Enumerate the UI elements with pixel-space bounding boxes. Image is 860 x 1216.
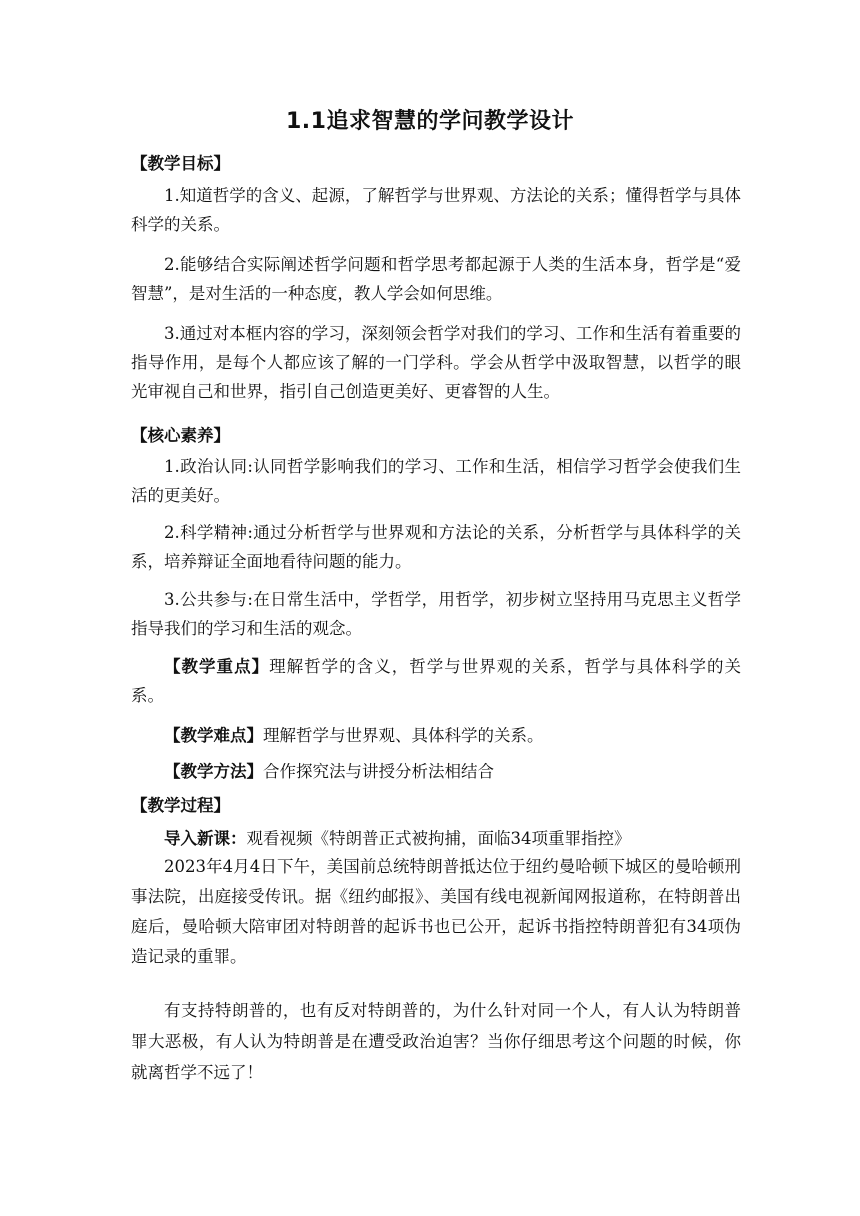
objective-item-3: 3.通过对本框内容的学习，深刻领会哲学对我们的学习、工作和生活有着重要的指导作用，是每个人都应该了解的一门学科。学会从哲学中汲取智慧，以哲学的眼光审视自己和世界，指引自己创造更美好、更睿智的人生。 [131, 324, 741, 401]
difficulty-text: 理解哲学与世界观、具体科学的关系。 [263, 726, 544, 745]
method-heading: 【教学方法】 [164, 762, 263, 781]
intro-section [131, 825, 741, 849]
literacy-item-3: 3.公共参与:在日常生活中，学哲学，用哲学，初步树立坚持用马克思主义哲学指导我们的学习和生活的观念。 [131, 590, 741, 638]
intro-paragraph-1: 2023年4月4日下午，美国前总统特朗普抵达位于纽约曼哈顿下城区的曼哈顿刑事法院，出庭接受传讯。据《纽约邮报》、美国有线电视新闻网报道称，在特朗普出庭后，曼哈顿大陪审团对特朗普的起诉书也已公开，起诉书指控特朗普犯有34项伪造记录的重罪。 [131, 857, 741, 966]
intro-text: 观看视频《特朗普正式被拘捕，面临34项重罪指控》 [246, 829, 631, 848]
document-title: 1.1追求智慧的学问教学设计 [286, 109, 574, 134]
literacy-item-2: 2.科学精神:通过分析哲学与世界观和方法论的关系，分析哲学与具体科学的关系，培养辩证全面地看待问题的能力。 [131, 523, 741, 571]
key-point-heading: 【教学重点】 [164, 657, 270, 676]
objective-item-1: 1.知道哲学的含义、起源，了解哲学与世界观、方法论的关系；懂得哲学与具体科学的关系。 [131, 186, 741, 234]
key-point-section [131, 652, 741, 710]
key-point-text: 理解哲学的含义，哲学与世界观的关系，哲学与具体科学的关系。 [131, 657, 741, 705]
difficulty-heading: 【教学难点】 [164, 726, 263, 745]
method-text: 合作探究法与讲授分析法相结合 [263, 762, 494, 781]
difficulty-section [131, 722, 741, 746]
process-heading: 【教学过程】 [131, 796, 230, 815]
objectives-heading: 【教学目标】 [131, 154, 230, 173]
objective-item-2: 2.能够结合实际阐述哲学问题和哲学思考都起源于人类的生活本身，哲学是“爱智慧”，是对生活的一种态度，教人学会如何思维。 [131, 255, 741, 303]
intro-paragraph-2: 有支持特朗普的，也有反对特朗普的，为什么针对同一个人，有人认为特朗普罪大恶极，有人认为特朗普是在遭受政治迫害？当你仔细思考这个问题的时候，你就离哲学不远了！ [131, 1001, 741, 1082]
literacy-item-1: 1.政治认同:认同哲学影响我们的学习、工作和生活，相信学习哲学会使我们生活的更美好。 [131, 457, 741, 505]
intro-label: 导入新课： [164, 829, 247, 848]
literacy-heading: 【核心素养】 [131, 426, 230, 445]
method-section [131, 758, 741, 782]
